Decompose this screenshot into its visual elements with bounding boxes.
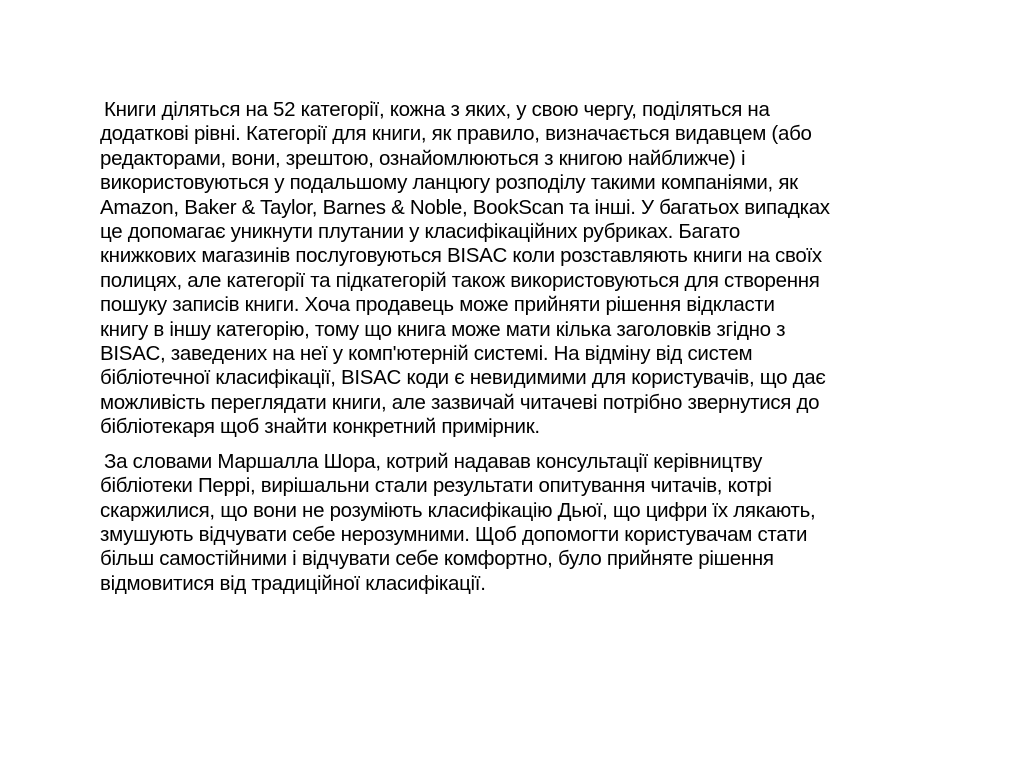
paragraph-2 (100, 450, 956, 596)
paragraph-1 (100, 98, 956, 440)
text-line: відмовитися від традиційної класифікації. (100, 571, 486, 595)
text-line: змушують відчувати себе нерозумними. Щоб допомогти користувачам стати (100, 522, 808, 546)
text-line: бібліотеки Перрі, вирішальни стали результати опитування читачів, котрі (100, 474, 772, 498)
text-line: більш самостійними і відчувати себе комфортно, було прийняте рішення (100, 547, 774, 571)
text-line: пошуку записів книги. Хоча продавець може прийняти рішення відкласти (100, 293, 775, 317)
text-line: BISAC, заведених на неї у комп'ютерній системі. На відміну від систем (100, 342, 753, 366)
text-body (100, 98, 956, 596)
text-line: використовуються у подальшому ланцюгу розподілу такими компаніями, як (100, 171, 798, 195)
text-line: додаткові рівні. Категорії для книги, як правило, визначається видавцем (або (100, 122, 812, 146)
text-line: можливість переглядати книги, але зазвичай читачеві потрібно звернутися до (100, 390, 820, 414)
text-line: За словами Маршалла Шора, котрий надавав консультації керівництву (104, 449, 763, 473)
text-line: Amazon, Baker & Taylor, Barnes & Noble, BookScan та інші. У багатьох випадках (100, 195, 830, 219)
text-line: полицях, але категорії та підкатегорій також використовуються для створення (100, 268, 820, 292)
text-line: книжкових магазинів послуговуються BISAC коли розставляють книги на своїх (100, 244, 822, 268)
text-line: книгу в іншу категорію, тому що книга може мати кілька заголовків згідно з (100, 317, 786, 341)
text-line: це допомагає уникнути плутании у класифікаційних рубриках. Багато (100, 220, 740, 244)
text-line: скаржилися, що вони не розуміють класифікацію Дьюї, що цифри їх лякають, (100, 498, 816, 522)
text-line: бібліотечної класифікації, BISAC коди є невидимими для користувачів, що дає (100, 366, 826, 390)
text-line: Книги діляться на 52 категорії, кожна з яких, у свою чергу, поділяться на (104, 98, 770, 121)
text-line: бібліотекаря щоб знайти конкретний примірник. (100, 415, 540, 439)
text-line: редакторами, вони, зрештою, ознайомлюються з книгою найближче) і (100, 146, 746, 170)
